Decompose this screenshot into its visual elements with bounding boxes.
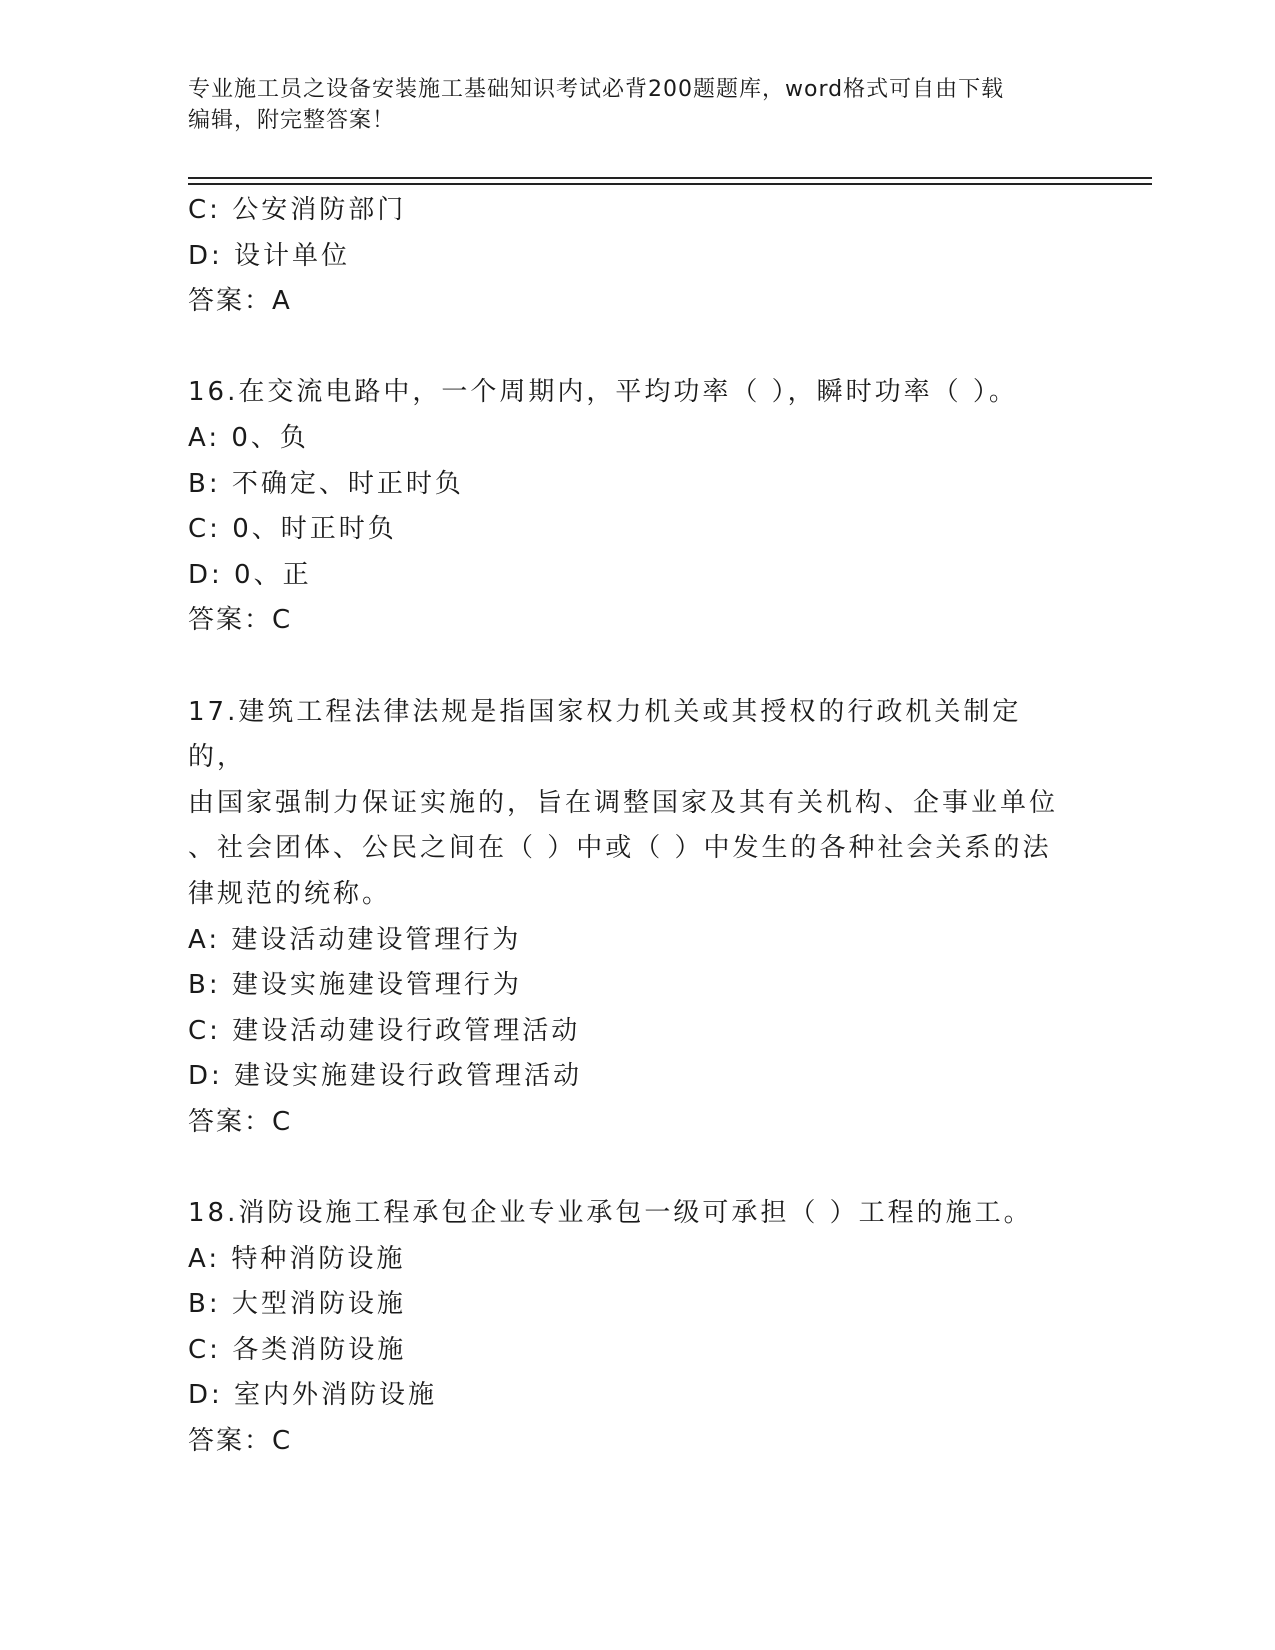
option-label: D: bbox=[188, 1061, 223, 1092]
option-label: C: bbox=[188, 1334, 221, 1365]
header-title-line-2: 编辑，附完整答案！ bbox=[188, 108, 396, 133]
option-text: 设计单位 bbox=[234, 240, 351, 271]
option-text: 0、正 bbox=[234, 559, 312, 590]
option-text: 大型消防设施 bbox=[231, 1289, 406, 1320]
option-text: 各类消防设施 bbox=[232, 1334, 407, 1365]
option-text: 建设实施建设行政管理活动 bbox=[234, 1061, 583, 1092]
stem-line: 16.在交流电路中，一个周期内，平均功率（ ），瞬时功率（ ）。 bbox=[188, 377, 1018, 408]
answer-line: 答案：C bbox=[188, 1426, 293, 1457]
option-label: B: bbox=[188, 468, 221, 499]
answer-line: 答案：A bbox=[188, 286, 292, 317]
spacer bbox=[188, 1145, 1068, 1191]
option-label: A: bbox=[188, 924, 221, 955]
option-c bbox=[188, 1009, 1068, 1055]
header-divider-top bbox=[188, 177, 1152, 179]
stem-line: 18.消防设施工程承包企业专业承包一级可承担（ ）工程的施工。 bbox=[188, 1198, 1033, 1229]
question-18 bbox=[188, 1191, 1068, 1465]
option-c bbox=[188, 1328, 1068, 1374]
option-text: 建设活动建设管理行为 bbox=[231, 924, 522, 955]
option-label: A: bbox=[188, 422, 221, 453]
header-divider-bottom bbox=[188, 183, 1152, 185]
stem-line: 、社会团体、公民之间在（ ）中或（ ）中发生的各种社会关系的法 bbox=[188, 833, 1052, 864]
option-b bbox=[188, 462, 1068, 508]
question-stem bbox=[188, 1191, 1068, 1237]
stem-line: 17.建筑工程法律法规是指国家权力机关或其授权的行政机关制定的， bbox=[188, 696, 1022, 773]
option-label: B: bbox=[188, 1289, 221, 1320]
option-text: 特种消防设施 bbox=[231, 1243, 406, 1274]
header-title-line-1: 专业施工员之设备安装施工基础知识考试必背200题题库，word格式可自由下载 bbox=[188, 77, 1005, 102]
option-text: 不确定、时正时负 bbox=[231, 468, 464, 499]
question-17 bbox=[188, 690, 1068, 1146]
document-body bbox=[188, 188, 1068, 1465]
answer-line: 答案：C bbox=[188, 1106, 293, 1137]
option-text: 公安消防部门 bbox=[232, 195, 407, 225]
question-15-continued bbox=[188, 188, 1068, 325]
option-c bbox=[188, 188, 1068, 234]
option-text: 建设活动建设行政管理活动 bbox=[232, 1015, 581, 1046]
question-stem bbox=[188, 370, 1068, 416]
option-label: C: bbox=[188, 195, 221, 225]
option-label: C: bbox=[188, 514, 221, 545]
option-a bbox=[188, 416, 1068, 462]
option-text: 0、负 bbox=[231, 422, 309, 453]
spacer bbox=[188, 325, 1068, 371]
option-text: 建设实施建设管理行为 bbox=[231, 970, 522, 1001]
stem-line: 律规范的统称。 bbox=[188, 878, 392, 909]
question-stem bbox=[188, 690, 1068, 918]
option-d bbox=[188, 1054, 1068, 1100]
question-16 bbox=[188, 370, 1068, 644]
answer-line: 答案：C bbox=[188, 605, 293, 636]
option-c bbox=[188, 507, 1068, 553]
option-b bbox=[188, 963, 1068, 1009]
option-label: D: bbox=[188, 240, 223, 271]
option-d bbox=[188, 234, 1068, 280]
option-text: 0、时正时负 bbox=[232, 514, 397, 545]
option-a bbox=[188, 1237, 1068, 1283]
page-header bbox=[188, 74, 1068, 136]
option-text: 室内外消防设施 bbox=[234, 1380, 438, 1411]
option-d bbox=[188, 553, 1068, 599]
option-label: B: bbox=[188, 970, 221, 1001]
stem-line: 由国家强制力保证实施的，旨在调整国家及其有关机构、企事业单位 bbox=[188, 787, 1059, 818]
option-b bbox=[188, 1282, 1068, 1328]
spacer bbox=[188, 644, 1068, 690]
option-a bbox=[188, 918, 1068, 964]
option-label: D: bbox=[188, 559, 223, 590]
option-d bbox=[188, 1373, 1068, 1419]
option-label: C: bbox=[188, 1015, 221, 1046]
option-label: D: bbox=[188, 1380, 223, 1411]
option-label: A: bbox=[188, 1243, 221, 1274]
